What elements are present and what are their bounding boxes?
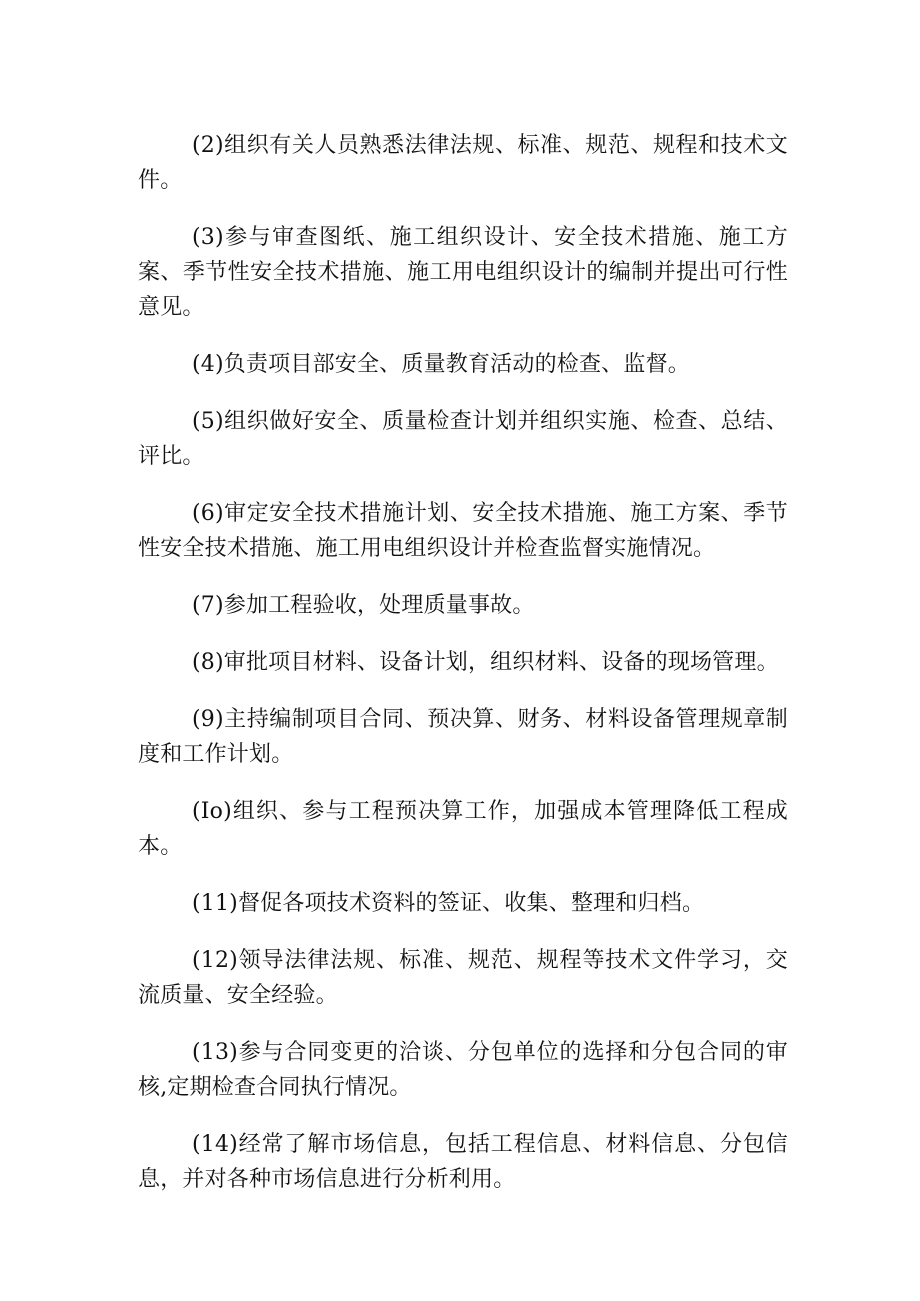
paragraph-item-6: (6)审定安全技术措施计划、安全技术措施、施工方案、季节性安全技术措施、施工用电组织设计并检查监督实施情况。 bbox=[138, 501, 788, 561]
paragraph-item-7: (7)参加工程验收，处理质量事故。 bbox=[192, 593, 535, 618]
paragraph-item-4: (4)负责项目部安全、质量教育活动的检查、监督。 bbox=[192, 352, 690, 377]
paragraph-item-9: (9)主持编制项目合同、预决算、财务、材料设备管理规章制度和工作计划。 bbox=[138, 707, 788, 767]
paragraph-item-13: (13)参与合同变更的洽谈、分包单位的选择和分包合同的审核,定期检查合同执行情况。 bbox=[138, 1040, 788, 1100]
paragraph-item-14: (14)经常了解市场信息，包括工程信息、材料信息、分包信息，并对各种市场信息进行分析利用。 bbox=[138, 1132, 788, 1192]
paragraph-item-5: (5)组织做好安全、质量检查计划并组织实施、检查、总结、评比。 bbox=[138, 409, 788, 469]
document-body bbox=[138, 128, 788, 1219]
paragraph-item-8: (8)审批项目材料、设备计划，组织材料、设备的现场管理。 bbox=[192, 650, 779, 675]
paragraph-item-2: (2)组织有关人员熟悉法律法规、标准、规范、规程和技术文件。 bbox=[138, 133, 788, 193]
paragraph-item-3: (3)参与审查图纸、施工组织设计、安全技术措施、施工方案、季节性安全技术措施、施工用电组织设计的编制并提出可行性意见。 bbox=[138, 225, 788, 320]
paragraph-item-11: (11)督促各项技术资料的签证、收集、整理和归档。 bbox=[192, 891, 705, 916]
paragraph-item-12: (12)领导法律法规、标准、规范、规程等技术文件学习，交流质量、安全经验。 bbox=[138, 948, 788, 1008]
paragraph-item-10: (Io)组织、参与工程预决算工作，加强成本管理降低工程成本。 bbox=[138, 799, 788, 859]
